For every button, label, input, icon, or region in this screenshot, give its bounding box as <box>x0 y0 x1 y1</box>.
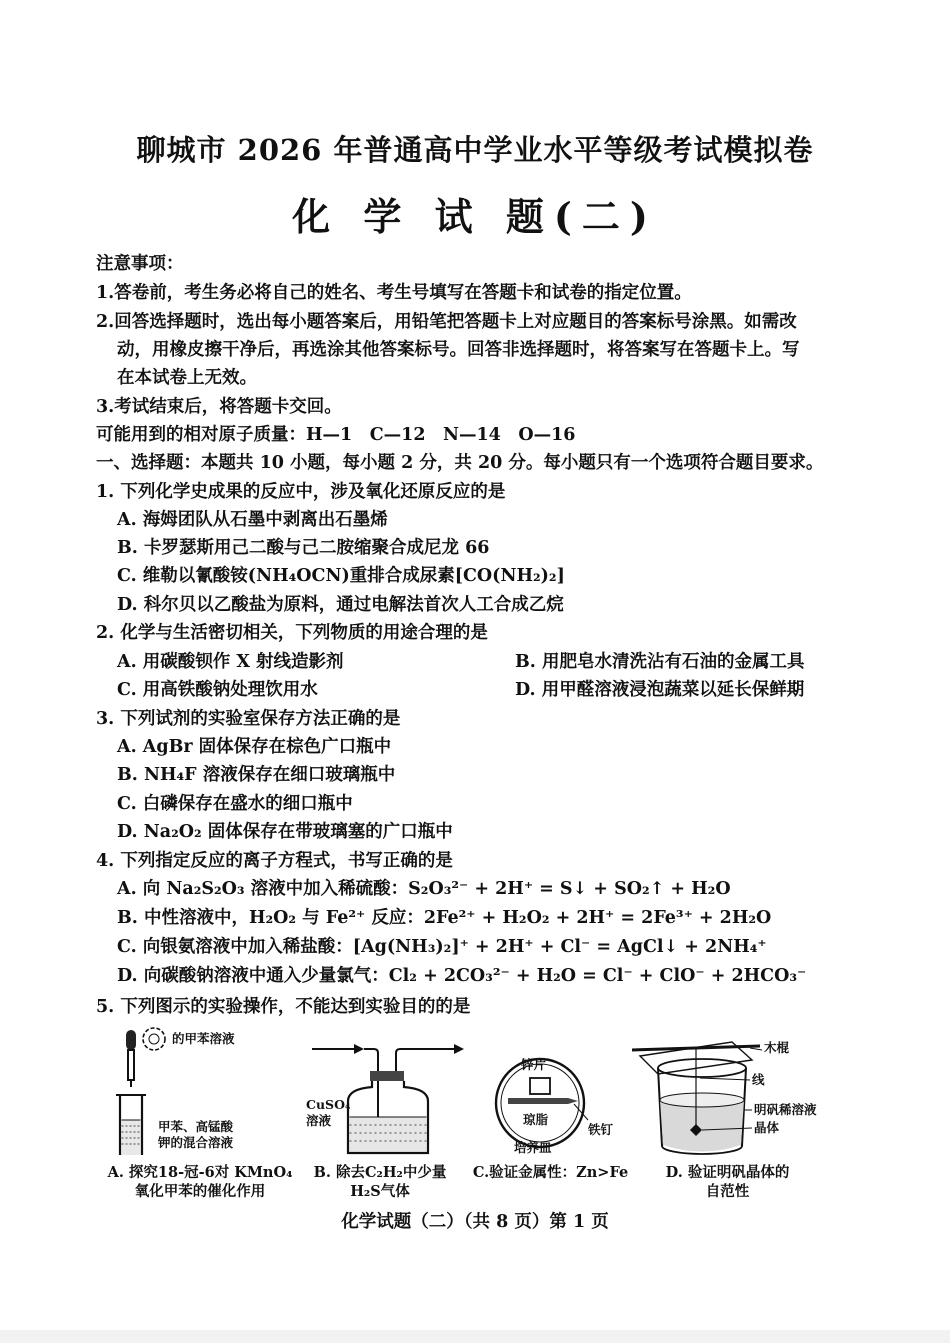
figure-c-label: 锌片 <box>521 1057 547 1072</box>
section-heading: 一、选择题：本题共 10 小题，每小题 2 分，共 20 分。每小题只有一个选项符合题目要求。 <box>96 453 824 473</box>
question-option: D. 向碳酸钠溶液中通入少量氯气：Cl₂ + 2CO₃²⁻ + H₂O = Cl⁻ + ClO⁻ + 2HCO₃⁻ <box>117 966 807 986</box>
question-option: C. 用高铁酸钠处理饮用水 <box>117 680 318 700</box>
figure-a-label: 钾的混合溶液 <box>158 1135 234 1150</box>
figure-b <box>302 1035 472 1160</box>
notice-item: 3.考试结束后，将答题卡交回。 <box>96 397 342 417</box>
exam-subtitle: 化 学 试 题(二) <box>292 194 658 239</box>
question-option: B. 卡罗瑟斯用己二酸与己二胺缩聚合成尼龙 66 <box>117 538 490 558</box>
figure-a-label: 甲苯、高锰酸 <box>158 1119 234 1134</box>
question-stem: 5. 下列图示的实验操作，不能达到实验目的的是 <box>96 997 471 1017</box>
question-option: A. AgBr 固体保存在棕色广口瓶中 <box>117 737 392 757</box>
question-option: D. Na₂O₂ 固体保存在带玻璃塞的广口瓶中 <box>117 822 453 842</box>
bottom-strip <box>0 1330 950 1343</box>
question-option: D. 科尔贝以乙酸盐为原料，通过电解法首次人工合成乙烷 <box>117 595 564 615</box>
question-option: C. 白磷保存在盛水的细口瓶中 <box>117 794 353 814</box>
notice-item: 1.答卷前，考生务必将自己的姓名、考生号填写在答题卡和试卷的指定位置。 <box>96 283 692 303</box>
figure-c-caption: C.验证金属性：Zn>Fe <box>472 1164 629 1181</box>
question-option: B. 中性溶液中，H₂O₂ 与 Fe²⁺ 反应：2Fe²⁺ + H₂O₂ + 2H⁺ = 2Fe³⁺ + 2H₂O <box>117 908 772 928</box>
beaker-crystal-diagram <box>632 1038 847 1163</box>
question-option: A. 海姆团队从石墨中剥离出石墨烯 <box>117 510 388 530</box>
figure-d-label: 明矾稀溶液 <box>754 1102 817 1117</box>
notice-item: 动，用橡皮擦干净后，再选涂其他答案标号。回答非选择题时，将答案写在答题卡上。写 <box>117 340 800 360</box>
notice-heading: 注意事项： <box>96 254 184 274</box>
figure-c-label: 铁钉 <box>588 1122 614 1137</box>
question-option: B. NH₄F 溶液保存在细口玻璃瓶中 <box>117 765 396 785</box>
figure-c-label: 培养皿 <box>514 1140 552 1155</box>
figure-c-label: 琼脂 <box>523 1112 549 1127</box>
page-footer: 化学试题（二）（共 8 页）第 1 页 <box>341 1212 609 1232</box>
question-option: D. 用甲醛溶液浸泡蔬菜以延长保鲜期 <box>515 680 805 700</box>
question-stem: 2. 化学与生活密切相关，下列物质的用途合理的是 <box>96 623 488 643</box>
question-stem: 4. 下列指定反应的离子方程式，书写正确的是 <box>96 851 453 871</box>
question-stem: 1. 下列化学史成果的反应中，涉及氧化还原反应的是 <box>96 482 506 502</box>
figure-d-caption: D. 验证明矾晶体的 自范性 <box>665 1164 790 1200</box>
figure-a-label: 的甲苯溶液 <box>172 1031 235 1046</box>
petri-dish-diagram <box>478 1048 638 1163</box>
figure-b-label: CuSO₄ <box>306 1097 351 1112</box>
figure-b-caption: B. 除去C₂H₂中少量 H₂S气体 <box>313 1164 447 1200</box>
figure-d-label: 木棍 <box>764 1040 790 1055</box>
figure-a-caption: A. 探究18-冠-6对 KMnO₄ 氧化甲苯的催化作用 <box>107 1164 293 1200</box>
atomic-mass-line: 可能用到的相对原子质量：H—1 C—12 N—14 O—16 <box>96 425 576 445</box>
question-stem: 3. 下列试剂的实验室保存方法正确的是 <box>96 709 401 729</box>
question-option: B. 用肥皂水清洗沾有石油的金属工具 <box>515 652 805 672</box>
figure-b-label: 溶液 <box>306 1113 332 1128</box>
notice-item: 2.回答选择题时，选出每小题答案后，用铅笔把答题卡上对应题目的答案标号涂黑。如需改 <box>96 312 797 332</box>
question-option: A. 向 Na₂S₂O₃ 溶液中加入稀硫酸：S₂O₃²⁻ + 2H⁺ = S↓ + SO₂↑ + H₂O <box>117 879 731 899</box>
figure-d-label: 晶体 <box>754 1120 780 1135</box>
figure-d-label: 线 <box>752 1072 765 1087</box>
figure-d <box>632 1038 847 1163</box>
question-option: A. 用碳酸钡作 X 射线造影剂 <box>117 652 344 672</box>
question-option: C. 向银氨溶液中加入稀盐酸：[Ag(NH₃)₂]⁺ + 2H⁺ + Cl⁻ = AgCl↓ + 2NH₄⁺ <box>117 937 767 957</box>
exam-title: 聊城市 2026 年普通高中学业水平等级考试模拟卷 <box>136 133 814 167</box>
notice-item: 在本试卷上无效。 <box>117 368 257 388</box>
question-option: C. 维勒以氰酸铵(NH₄OCN)重排合成尿素[CO(NH₂)₂] <box>117 566 565 586</box>
figure-c <box>478 1048 638 1163</box>
